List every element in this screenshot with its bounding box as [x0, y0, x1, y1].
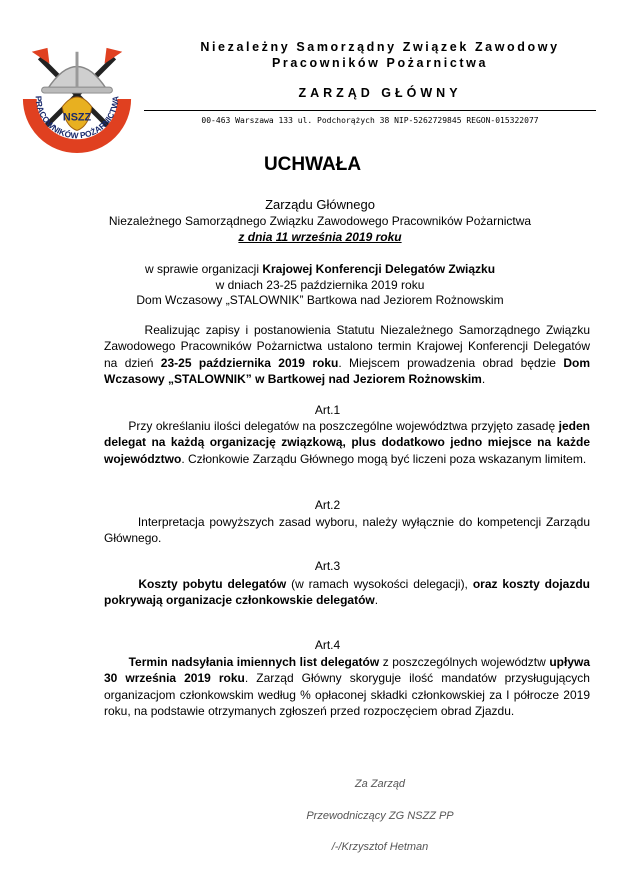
- intro-text-2: . Miejscem prowadzenia obrad będzie: [338, 355, 564, 370]
- org-address: 00-463 Warszawa 133 ul. Podchorążych 38 NIP-5262729845 REGON-015322077: [201, 116, 539, 125]
- subject-prefix: w sprawie organizacji: [144, 262, 263, 276]
- article-3-body: [104, 576, 590, 609]
- conference-venue: Dom Wczasowy „STALOWNIK” Bartkowa nad Jeziorem Rożnowskim: [136, 293, 504, 307]
- logo-center-text: NSZZ: [62, 111, 92, 124]
- intro-bold-2: Dom Wczasowy „STALOWNIK” w Bartkowej nad Jeziorem Rożnowskim: [104, 355, 591, 387]
- article-3-bold-2: oraz koszty dojazdu pokrywają organizacje członkowskie delegatów: [104, 577, 590, 608]
- subject-bold: Krajowej Konferencji Delegatów Związku: [262, 262, 496, 276]
- article-3-bold-1: Koszty pobytu delegatów: [138, 577, 287, 591]
- signature-name: /-/Krzysztof Hetman: [331, 841, 429, 853]
- conference-dates: w dniach 23-25 października 2019 roku: [215, 278, 425, 292]
- article-4-text-2: . Zarząd Główny skoryguje ilość mandatów przysługujących organizacjom członkowskim według % opłaconej składki członkowskiej za I półrocze 2019 roku, na podstawie otrzymanych zgłoszeń przed rozpoczęciem obrad Zjazdu.: [104, 671, 590, 719]
- article-4-bold-2: upływa 30 września 2019 roku: [104, 655, 591, 686]
- resolution-subject: [60, 262, 580, 276]
- header-divider: [144, 110, 596, 111]
- subtitle-org: Niezależnego Samorządnego Związku Zawodowego Pracowników Pożarnictwa: [108, 214, 532, 228]
- article-1-text-1: Przy określaniu ilości delegatów na poszczególne województwa przyjęto zasadę: [128, 419, 559, 433]
- article-1-text-2: . Członkowie Zarządu Głównego mogą być liczeni poza wskazanym limitem.: [181, 451, 587, 466]
- article-3-heading: Art.3: [314, 559, 341, 573]
- article-4-bold-1: Termin nadsyłania imiennych list delegatów: [128, 655, 380, 669]
- subtitle-board: Zarządu Głównego: [265, 197, 375, 212]
- signature-on-behalf: Za Zarząd: [354, 778, 406, 790]
- article-4-heading: Art.4: [314, 638, 341, 652]
- board-name: ZARZĄD GŁÓWNY: [298, 86, 462, 100]
- logo-ring-text: PRACOWNIKÓW POŻARNICTWA: [33, 95, 121, 141]
- article-3-text-2: .: [374, 593, 379, 608]
- article-4-text-1: z poszczególnych województw: [379, 655, 550, 669]
- intro-text-3: .: [481, 372, 486, 387]
- article-4-body: [104, 654, 590, 720]
- resolution-date: z dnia 11 września 2019 roku: [238, 230, 402, 244]
- intro-paragraph: [104, 322, 590, 388]
- article-1-body: [104, 418, 590, 467]
- signature-position: Przewodniczący ZG NSZZ PP: [306, 810, 454, 822]
- article-2-heading: Art.2: [314, 498, 341, 512]
- nszz-emblem-logo: [18, 38, 136, 156]
- document-title: UCHWAŁA: [263, 154, 362, 175]
- org-name-line1: Niezależny Samorządny Związek Zawodowy: [200, 40, 560, 54]
- org-name-line2: Pracowników Pożarnictwa: [271, 56, 489, 70]
- article-1-heading: Art.1: [314, 403, 341, 417]
- article-2-text-1: Interpretacja powyższych zasad wyboru, należy wyłącznie do kompetencji Zarządu Głównego.: [104, 515, 590, 546]
- intro-text-1: Realizując zapisy i postanowienia Statutu Niezależnego Samorządnego Związku Zawodowego Pracowników Pożarnictwa ustalono termin Krajowej Konferencji Delegatów na dzień: [104, 323, 590, 370]
- article-2-body: [104, 514, 590, 547]
- intro-bold-1: 23-25 października 2019 roku: [160, 355, 339, 370]
- article-3-text-1: (w ramach wysokości delegacji),: [286, 577, 473, 591]
- article-1-bold-1: jeden delegat na każdą organizację związkową, plus dodatkowo jedno miejsce na każde województwo: [104, 419, 590, 466]
